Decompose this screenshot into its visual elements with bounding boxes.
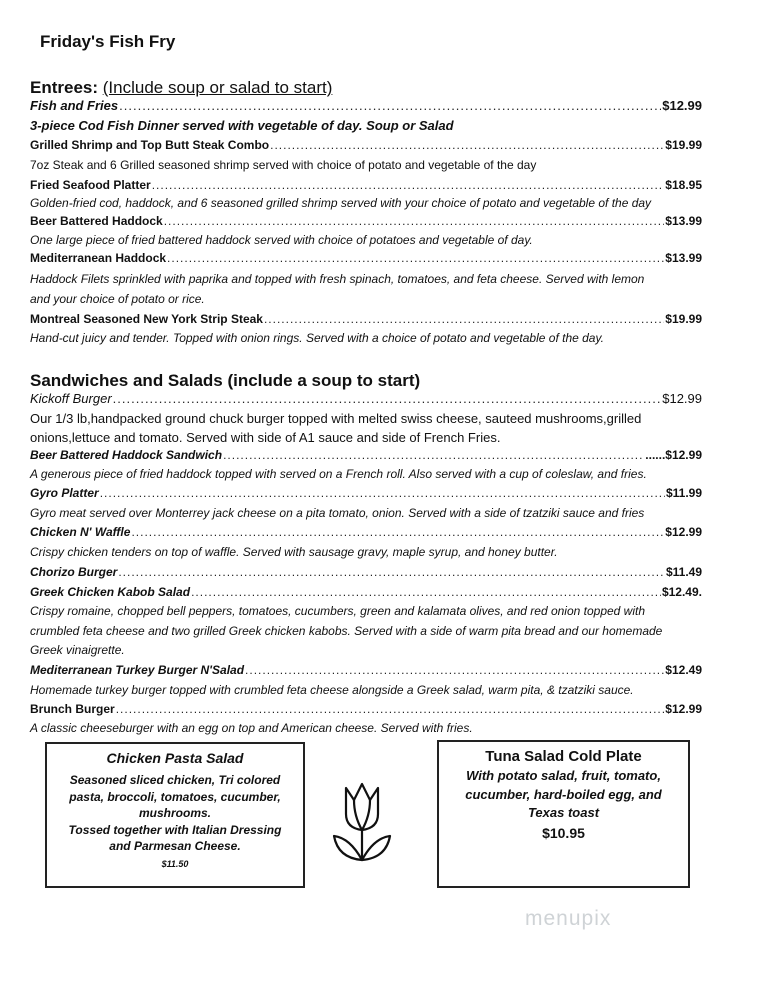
item-desc: A classic cheeseburger with an egg on top and American cheese. Served with fries. (30, 721, 473, 735)
leader-dots (245, 663, 664, 677)
menu-item-greek-kabob-salad (30, 585, 702, 599)
item-desc: Golden-fried cod, haddock, and 6 seasoned grilled shrimp served with your choice of potato and vegetable of the day (30, 196, 652, 210)
item-price: $12.99 (665, 702, 702, 716)
item-desc: Greek vinaigrette. (30, 643, 125, 657)
item-desc: Crispy romaine, chopped bell peppers, tomatoes, cucumbers, green and kalamata olives, and red onion topped with (30, 604, 646, 618)
item-name: Chicken N' Waffle (30, 525, 131, 539)
item-name: Kickoff Burger (30, 391, 112, 406)
box-line: Texas toast (527, 805, 600, 820)
box-line: Tossed together with Italian Dressing (68, 822, 282, 837)
box-desc (55, 772, 295, 855)
item-desc: onions,lettuce and tomato. Served with side of A1 sauce and side of French Fries. (30, 430, 501, 445)
item-desc: crumbled feta cheese and two grilled Greek chicken kabobs. Served with a side of warm pita bread and our homemade (30, 624, 663, 638)
leader-dots (152, 178, 665, 192)
menu-item-kickoff-burger (30, 391, 702, 406)
box-title: Tuna Salad Cold Plate (485, 748, 642, 765)
menu-item-mediterranean-haddock (30, 251, 702, 265)
page-title: Friday's Fish Fry (40, 32, 176, 51)
tulip-icon (330, 780, 394, 864)
menu-item-haddock-sandwich (30, 448, 702, 462)
entrees-heading-label: Entrees: (30, 78, 103, 97)
item-name: Mediterranean Haddock (30, 251, 167, 265)
box-line: mushrooms. (138, 806, 211, 820)
item-name: Montreal Seasoned New York Strip Steak (30, 312, 263, 326)
chicken-pasta-salad-box (45, 742, 305, 888)
tuna-salad-box (437, 740, 690, 888)
watermark: menupix (525, 907, 612, 930)
item-price: ......$12.99 (645, 448, 702, 462)
item-price: $19.99 (665, 312, 702, 326)
menu-item-fish-and-fries (30, 98, 702, 113)
item-name: Greek Chicken Kabob Salad (30, 585, 191, 599)
item-name: Grilled Shrimp and Top Butt Steak Combo (30, 138, 270, 152)
item-desc: Haddock Filets sprinkled with paprika and topped with fresh spinach, tomatoes, and feta cheese. Served with lemon (30, 272, 645, 286)
item-price: $12.99 (665, 525, 702, 539)
item-desc: Homemade turkey burger topped with crumbled feta cheese alongside a Greek salad, warm pita, & tzatziki sauce. (30, 683, 634, 697)
item-desc: and your choice of potato or rice. (30, 292, 205, 306)
entrees-note: (Include soup or salad to start) (102, 78, 333, 97)
item-name: Brunch Burger (30, 702, 115, 716)
menu-item-chorizo-burger (30, 565, 702, 579)
leader-dots (113, 391, 662, 406)
item-desc: Gyro meat served over Monterrey jack cheese on a pita tomato, onion. Served with a side of tzatziki sauce and fries (30, 506, 645, 520)
leader-dots (264, 312, 664, 326)
box-title: Chicken Pasta Salad (106, 750, 244, 766)
item-price: $12.99 (662, 391, 702, 406)
leader-dots (131, 525, 664, 539)
menu-item-turkey-burger (30, 663, 702, 677)
menu-item-shrimp-steak-combo (30, 138, 702, 152)
cod-dinner-desc: 3-piece Cod Fish Dinner served with vegetable of day. Soup or Salad (30, 118, 454, 133)
leader-dots (223, 448, 644, 462)
box-price: $11.50 (161, 858, 189, 869)
leader-dots (191, 585, 661, 599)
item-price: $12.49 (665, 663, 702, 677)
item-name: Gyro Platter (30, 486, 99, 500)
item-price: $13.99 (665, 214, 702, 228)
leader-dots (116, 702, 665, 716)
item-name: Chorizo Burger (30, 565, 118, 579)
item-name: Mediterranean Turkey Burger N'Salad (30, 663, 245, 677)
menu-item-gyro-platter (30, 486, 702, 500)
menu-item-fried-seafood-platter (30, 178, 702, 192)
entrees-heading (30, 78, 332, 98)
box-line: With potato salad, fruit, tomato, (466, 768, 661, 783)
box-line: Seasoned sliced chicken, Tri colored (69, 773, 281, 787)
item-desc: A generous piece of fried haddock topped with served on a French roll. Also served with a cup of coleslaw, and fries. (30, 467, 647, 481)
leader-dots (164, 214, 665, 228)
box-line: pasta, broccoli, tomatoes, cucumber, (69, 789, 281, 804)
leader-dots (119, 98, 661, 113)
menu-item-ny-strip-steak (30, 312, 702, 326)
leader-dots (118, 565, 665, 579)
item-name: Fish and Fries (30, 98, 119, 113)
item-name: Beer Battered Haddock (30, 214, 163, 228)
item-desc: Hand-cut juicy and tender. Topped with onion rings. Served with a choice of potato and vegetable of the day. (30, 331, 604, 345)
item-price: $12.99 (662, 98, 702, 113)
menu-item-brunch-burger (30, 702, 702, 716)
leader-dots (100, 486, 665, 500)
item-name: Fried Seafood Platter (30, 178, 151, 192)
item-price: $18.95 (665, 178, 702, 192)
item-desc: Crispy chicken tenders on top of waffle. Served with sausage gravy, maple syrup, and honey butter. (30, 545, 558, 559)
item-price: $12.49. (661, 585, 702, 599)
item-price: $19.99 (665, 138, 702, 152)
leader-dots (270, 138, 664, 152)
sandwiches-heading: Sandwiches and Salads (include a soup to start) (30, 371, 421, 390)
item-price: $13.99 (665, 251, 702, 265)
item-desc: One large piece of fried battered haddock served with choice of potatoes and vegetable of day. (30, 233, 533, 247)
menu-item-beer-battered-haddock (30, 214, 702, 228)
item-desc: 7oz Steak and 6 Grilled seasoned shrimp served with choice of potato and vegetable of the day (30, 158, 537, 172)
box-line: cucumber, hard-boiled egg, and (465, 786, 662, 802)
box-line: and Parmesan Cheese. (109, 839, 241, 853)
item-desc: Our 1/3 lb,handpacked ground chuck burger topped with melted swiss cheese, sauteed mushrooms,grilled (30, 411, 642, 426)
leader-dots (167, 251, 664, 265)
box-price: $10.95 (542, 824, 585, 841)
menu-item-chicken-waffle (30, 525, 702, 539)
item-price: $11.99 (665, 486, 702, 500)
box-desc (447, 767, 680, 823)
item-name: Beer Battered Haddock Sandwich (30, 448, 223, 462)
item-price: $11.49 (665, 565, 702, 579)
